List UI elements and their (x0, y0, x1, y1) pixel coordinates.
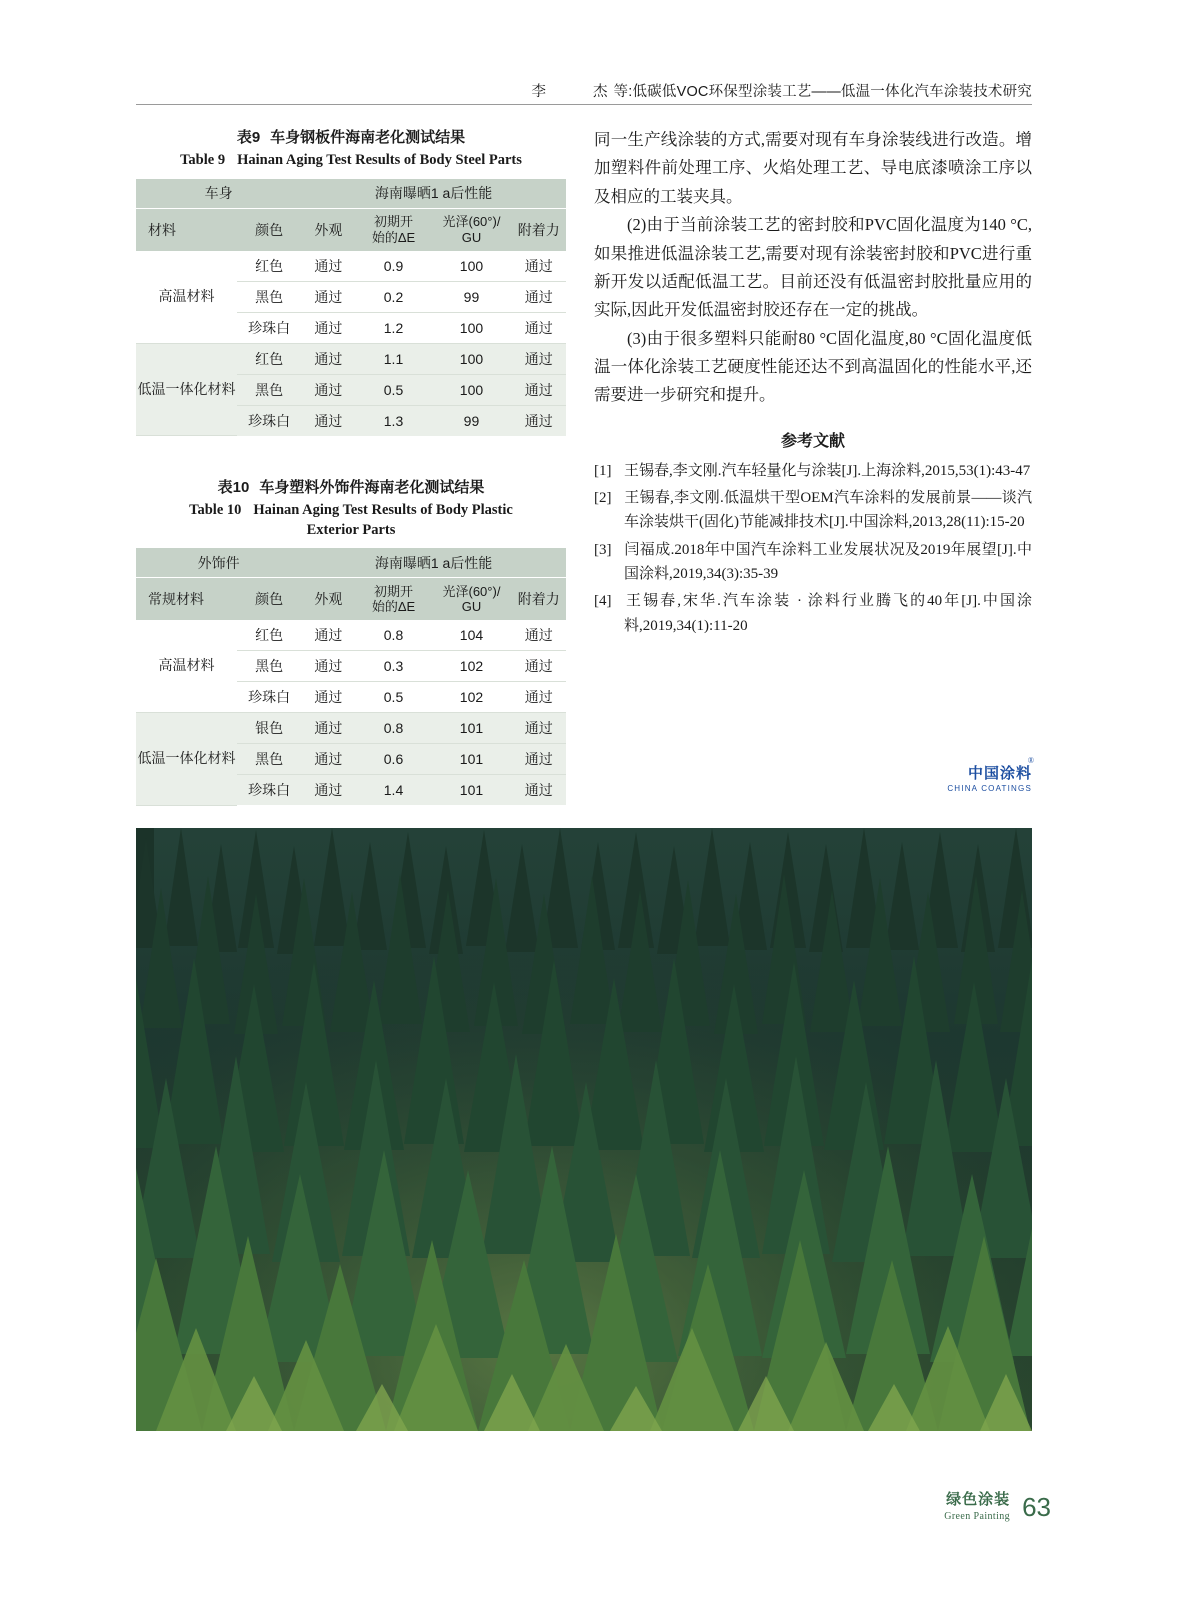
publisher-logo-en: CHINA COATINGS (947, 784, 1032, 793)
table10-g0-r1-adhesion: 通过 (512, 651, 566, 682)
table10-g0-r2-adhesion: 通过 (512, 682, 566, 713)
publisher-logo-cn: 中国涂料 (967, 765, 1032, 782)
table10-g0-r1-color: 黑色 (237, 651, 301, 682)
table10-col-appearance: 外观 (301, 578, 355, 621)
page-number: 63 (1022, 1492, 1051, 1522)
table9-g1-r0-delta: 1.1 (356, 343, 432, 374)
table9-group-header-1: 车身 (136, 179, 301, 209)
table10-g1-r2-appearance: 通过 (301, 775, 355, 806)
table9-g0-r0-appearance: 通过 (301, 251, 355, 282)
table9-group-header-2: 海南曝晒1 a后性能 (301, 179, 566, 209)
reference-text: 王锡春,宋华.汽车涂装 · 涂料行业腾飞的40年[J].中国涂料,2019,34(1):11-20 (624, 593, 1032, 634)
table9-g0-r2-delta: 1.2 (356, 312, 432, 343)
table9-col-gloss-line2: GU (461, 229, 482, 245)
table9-caption-cn: 车身钢板件海南老化测试结果 (270, 129, 466, 146)
table9-block (136, 126, 566, 436)
table9-g1-r1-appearance: 通过 (301, 374, 355, 405)
table10-g1-r0-gloss: 101 (431, 713, 511, 744)
table10-title-cn (136, 476, 566, 497)
table10-g0-r2-gloss: 102 (431, 682, 511, 713)
paragraph-continued: 同一生产线涂装的方式,需要对现有车身涂装线进行改造。增加塑料件前处理工序、火焰处理工艺、导电底漆喷涂工序以及相应的工装夹具。 (594, 130, 1032, 206)
table10-col-delta-e-line2: 始的ΔE (371, 599, 416, 615)
table9-g1-r2-gloss: 99 (431, 405, 511, 436)
table10-group-header-row (136, 548, 566, 578)
table9-g0-r1-color: 黑色 (237, 281, 301, 312)
table10-g0-r2-delta: 0.5 (356, 682, 432, 713)
table9-g1-r2-color: 珍珠白 (237, 405, 301, 436)
table9-g0-r1-appearance: 通过 (301, 281, 355, 312)
table10-caption-cn: 车身塑料外饰件海南老化测试结果 (259, 479, 485, 497)
reference-tag: [3] (594, 541, 612, 558)
table9-g0-material: 高温材料 (136, 251, 237, 344)
table9-column-header-row (136, 208, 566, 251)
reference-item (594, 589, 1032, 638)
reference-tag: [1] (594, 462, 612, 479)
publisher-logo (947, 756, 1034, 796)
table10-caption-en-line1: Hainan Aging Test Results of Body Plastic (253, 502, 513, 519)
table10-caption-en-line2: Exterior Parts (306, 521, 396, 538)
table9-g1-r0-gloss: 100 (431, 343, 511, 374)
table9-col-delta-e (356, 208, 432, 251)
table10-g1-r1-adhesion: 通过 (512, 744, 566, 775)
table9-g0-r2-adhesion: 通过 (512, 312, 566, 343)
table9-g0-r2-appearance: 通过 (301, 312, 355, 343)
table10-g1-r0-appearance: 通过 (301, 713, 355, 744)
table10-col-gloss-line2: GU (461, 599, 482, 615)
table9 (136, 179, 566, 437)
table9-title-en (136, 151, 566, 171)
table10-col-gloss (431, 578, 511, 621)
table9-col-appearance: 外观 (301, 208, 355, 251)
right-column (594, 126, 1034, 793)
table9-col-gloss-line1: 光泽(60°)/ (442, 213, 501, 229)
table9-col-adhesion: 附着力 (512, 208, 566, 251)
table9-title-cn (136, 126, 566, 147)
table10-g0-r0-delta: 0.8 (356, 620, 432, 651)
table10-column-header-row (136, 578, 566, 621)
table9-g0-r0-adhesion: 通过 (512, 251, 566, 282)
paragraph-point-3: (3)由于很多塑料只能耐80 °C固化温度,80 °C固化温度低温一体化涂装工艺硬度性能还达不到高温固化的性能水平,还需要进一步研究和提升。 (594, 328, 1032, 405)
table9-col-delta-e-line2: 始的ΔE (371, 229, 416, 245)
table9-g1-r0-appearance: 通过 (301, 343, 355, 374)
running-head-author: 李 杰 (531, 84, 614, 100)
table10 (136, 548, 566, 806)
table9-g0-r1-gloss: 99 (431, 281, 511, 312)
table10-col-delta-e-line1: 初期开 (373, 583, 413, 599)
table10-g0-r1-appearance: 通过 (301, 651, 355, 682)
table9-g1-r1-adhesion: 通过 (512, 374, 566, 405)
registered-mark-icon: ® (1027, 756, 1034, 765)
table10-number-cn: 表10 (217, 479, 250, 497)
table9-g1-r2-appearance: 通过 (301, 405, 355, 436)
left-column (136, 126, 566, 806)
table10-g0-r2-color: 珍珠白 (237, 682, 301, 713)
references-title: 参考文献 (780, 432, 845, 450)
table10-g0-r1-delta: 0.3 (356, 651, 432, 682)
table10-g1-r0-delta: 0.8 (356, 713, 432, 744)
table9-g0-r2-gloss: 100 (431, 312, 511, 343)
table10-g0-r1-gloss: 102 (431, 651, 511, 682)
table10-group-header-1: 外饰件 (136, 548, 301, 578)
table10-g0-r0-appearance: 通过 (301, 620, 355, 651)
table9-g1-r2-delta: 1.3 (356, 405, 432, 436)
reference-item (594, 486, 1032, 535)
table9-g0-r0-gloss: 100 (431, 251, 511, 282)
running-head-title: 等:低碳低VOC环保型涂装工艺——低温一体化汽车涂装技术研究 (613, 84, 1032, 100)
table9-g1-r1-color: 黑色 (237, 374, 301, 405)
table10-g1-r2-color: 珍珠白 (237, 775, 301, 806)
table10-col-material: 常规材料 (136, 578, 237, 621)
table10-g0-r0-gloss: 104 (431, 620, 511, 651)
page-footer (944, 1488, 1051, 1522)
table10-number-en: Table 10 (189, 502, 242, 519)
paragraph-point-2: (2)由于当前涂装工艺的密封胶和PVC固化温度为140 °C,如果推进低温涂装工艺,需要对现有涂装密封胶和PVC进行重新开发以适配低温工艺。目前还没有低温密封胶批量应用的实际,因此开发低温密封胶还存在一定的挑战。 (594, 215, 1032, 320)
table9-g0-r1-delta: 0.2 (356, 281, 432, 312)
table9-caption-en: Hainan Aging Test Results of Body Steel Parts (237, 152, 522, 168)
running-head-rule (136, 104, 1032, 105)
table10-g1-r1-appearance: 通过 (301, 744, 355, 775)
table10-g0-r0-adhesion: 通过 (512, 620, 566, 651)
table-row (136, 343, 566, 374)
table9-g1-material: 低温一体化材料 (136, 343, 237, 436)
table9-g0-r0-delta: 0.9 (356, 251, 432, 282)
table9-g1-r2-adhesion: 通过 (512, 405, 566, 436)
table10-g0-r2-appearance: 通过 (301, 682, 355, 713)
table-row (136, 713, 566, 744)
table10-col-color: 颜色 (237, 578, 301, 621)
table9-g0-r2-color: 珍珠白 (237, 312, 301, 343)
reference-tag: [4] (594, 593, 612, 610)
table9-col-color: 颜色 (237, 208, 301, 251)
table10-g1-r2-adhesion: 通过 (512, 775, 566, 806)
table-row (136, 251, 566, 282)
table10-g1-r2-gloss: 101 (431, 775, 511, 806)
reference-text: 王锡春,李文刚.汽车轻量化与涂装[J].上海涂料,2015,53(1):43-47 (624, 462, 1031, 479)
table10-g1-r1-gloss: 101 (431, 744, 511, 775)
table10-g1-r0-adhesion: 通过 (512, 713, 566, 744)
table9-col-gloss (431, 208, 511, 251)
table9-g1-r0-color: 红色 (237, 343, 301, 374)
table9-g1-r1-delta: 0.5 (356, 374, 432, 405)
table10-col-gloss-line1: 光泽(60°)/ (442, 583, 501, 599)
table9-g0-r1-adhesion: 通过 (512, 281, 566, 312)
table10-g0-r0-color: 红色 (237, 620, 301, 651)
reference-tag: [2] (594, 490, 612, 507)
table9-col-delta-e-line1: 初期开 (373, 213, 413, 229)
forest-photo (136, 828, 1032, 1431)
table10-g1-r1-delta: 0.6 (356, 744, 432, 775)
table10-g1-r1-color: 黑色 (237, 744, 301, 775)
table10-g1-r2-delta: 1.4 (356, 775, 432, 806)
table9-g1-r1-gloss: 100 (431, 374, 511, 405)
table10-g1-material: 低温一体化材料 (136, 713, 237, 806)
footer-section-en: Green Painting (944, 1511, 1011, 1522)
reference-item (594, 459, 1032, 483)
table9-group-header-row (136, 179, 566, 209)
table10-block (136, 476, 566, 806)
footer-section-cn: 绿色涂装 (946, 1491, 1011, 1508)
reference-item (594, 538, 1032, 587)
table10-title-en (136, 501, 566, 540)
table9-number-cn: 表9 (236, 129, 261, 146)
table9-g1-r0-adhesion: 通过 (512, 343, 566, 374)
running-head (136, 80, 1032, 101)
table9-col-material: 材料 (136, 208, 237, 251)
footer-section (944, 1488, 1010, 1522)
table10-col-delta-e (356, 578, 432, 621)
table9-g0-r0-color: 红色 (237, 251, 301, 282)
table10-g1-r0-color: 银色 (237, 713, 301, 744)
table10-col-adhesion: 附着力 (512, 578, 566, 621)
table-row (136, 620, 566, 651)
table10-group-header-2: 海南曝晒1 a后性能 (301, 548, 566, 578)
table10-g0-material: 高温材料 (136, 620, 237, 713)
forest-photo-graphic (136, 828, 1032, 1431)
reference-text: 王锡春,李文刚.低温烘干型OEM汽车涂料的发展前景——谈汽车涂装烘干(固化)节能减排技术[J].中国涂料,2013,28(11):15-20 (624, 490, 1032, 531)
reference-text: 闫福成.2018年中国汽车涂料工业发展状况及2019年展望[J].中国涂料,2019,34(3):35-39 (624, 541, 1032, 582)
table9-number-en: Table 9 (180, 152, 226, 168)
